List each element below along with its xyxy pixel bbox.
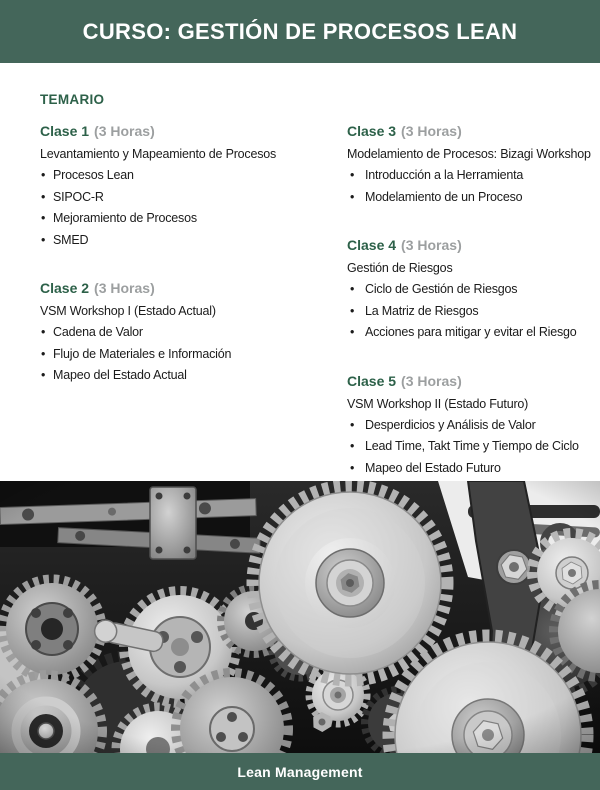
clase-2-topic: VSM Workshop I (Estado Actual) (40, 304, 216, 318)
clase-5-topic-list (347, 415, 594, 480)
clase-4-hours: (3 Horas) (401, 237, 462, 253)
clase-3-hours: (3 Horas) (401, 123, 462, 139)
page-title: CURSO: GESTIÓN DE PROCESOS LEAN (82, 18, 518, 44)
syllabus-content (0, 63, 600, 507)
topic-item: • Flujo de Materiales e Información (40, 344, 347, 366)
topic-item: • Procesos Lean (40, 165, 347, 187)
clase-1-topic: Levantamiento y Mapeamiento de Procesos (40, 147, 277, 161)
gears-photo (0, 481, 600, 753)
clase-5-block (347, 372, 594, 480)
temario-heading: TEMARIO (40, 92, 105, 107)
clase-3-block (347, 122, 594, 208)
topic-item: • Acciones para mitigar y evitar el Riesgo (347, 322, 594, 344)
header-banner (0, 0, 600, 63)
clase-2-title: Clase 2 (40, 280, 90, 296)
clase-3-title: Clase 3 (347, 123, 397, 139)
clase-3-topic: Modelamiento de Procesos: Bizagi Workshop (347, 147, 591, 161)
topic-item: • La Matriz de Riesgos (347, 301, 594, 323)
clase-2-heading (40, 279, 347, 298)
footer-banner (0, 753, 600, 790)
clase-1-heading (40, 122, 347, 141)
topic-item: • Cadena de Valor (40, 322, 347, 344)
temario-columns (40, 122, 600, 507)
clase-3-heading (347, 122, 594, 141)
machinery-gears-image (0, 481, 600, 753)
clase-2-block (40, 279, 347, 387)
topic-item: • Ciclo de Gestión de Riesgos (347, 279, 594, 301)
topic-item: • SIPOC-R (40, 187, 347, 209)
topic-item: • Modelamiento de un Proceso (347, 187, 594, 209)
topic-item: • Lead Time, Takt Time y Tiempo de Ciclo (347, 436, 594, 458)
clase-4-title: Clase 4 (347, 237, 397, 253)
temario-column-right (347, 122, 600, 507)
clase-1-topic-list (40, 165, 347, 251)
temario-column-left (40, 122, 347, 507)
topic-item: • Introducción a la Herramienta (347, 165, 594, 187)
clase-5-heading (347, 372, 594, 391)
topic-item: • SMED (40, 230, 347, 252)
clase-2-topic-list (40, 322, 347, 387)
clase-4-topic: Gestión de Riesgos (347, 261, 453, 275)
clase-5-title: Clase 5 (347, 372, 397, 389)
topic-item: • Mapeo del Estado Futuro (347, 458, 594, 480)
clase-5-hours: (3 Horas) (401, 372, 462, 389)
footer-label: Lean Management (237, 763, 363, 780)
clase-5-topic: VSM Workshop II (Estado Futuro) (347, 396, 529, 411)
topic-item: • Mejoramiento de Procesos (40, 208, 347, 230)
clase-2-hours: (3 Horas) (94, 280, 155, 296)
topic-item: • Desperdicios y Análisis de Valor (347, 415, 594, 437)
clase-4-block (347, 236, 594, 344)
clase-1-title: Clase 1 (40, 123, 90, 139)
clase-4-heading (347, 236, 594, 255)
clase-1-block (40, 122, 347, 251)
clase-3-topic-list (347, 165, 594, 208)
clase-4-topic-list (347, 279, 594, 344)
topic-item: • Mapeo del Estado Actual (40, 365, 347, 387)
clase-1-hours: (3 Horas) (94, 123, 155, 139)
